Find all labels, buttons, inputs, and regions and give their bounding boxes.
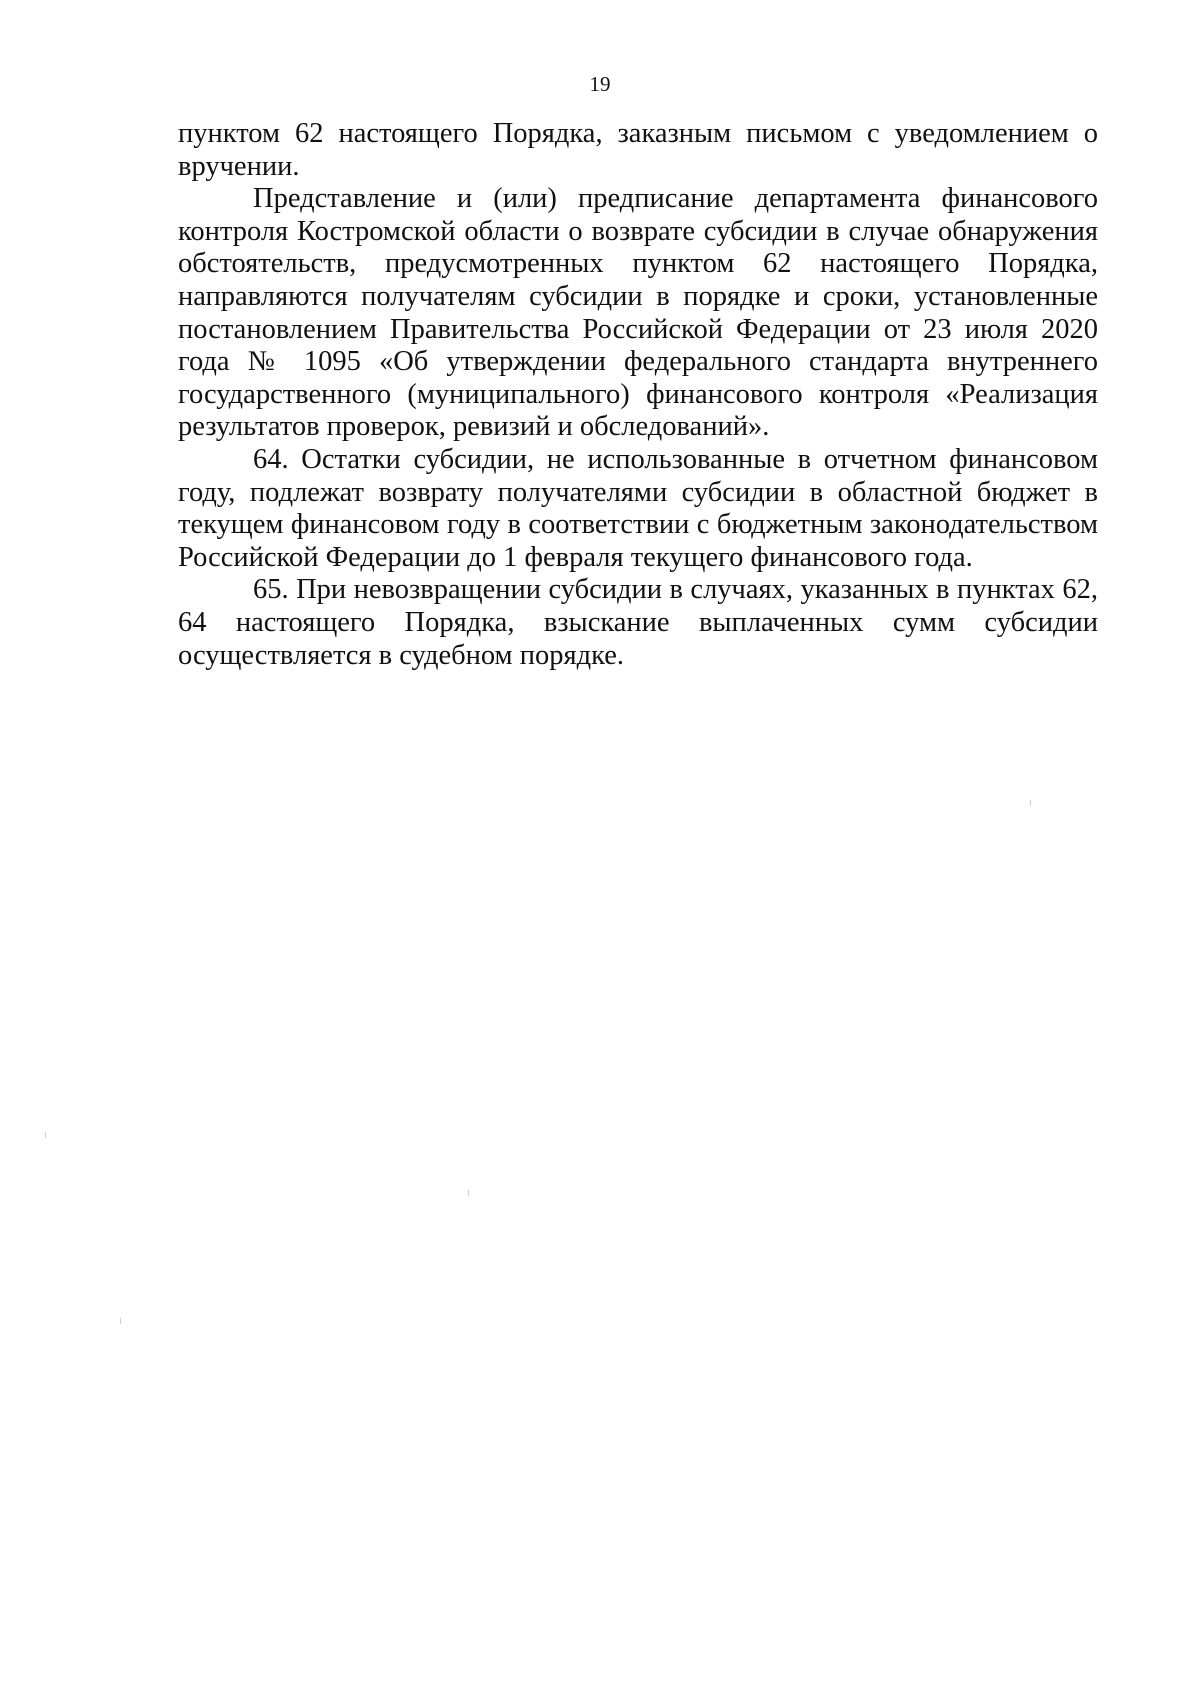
scan-speck [45, 1132, 46, 1138]
paragraph-continuation: пунктом 62 настоящего Порядка, заказным письмом с уведомлением о вручении. [178, 118, 1098, 182]
page-number: 19 [589, 72, 611, 96]
scan-speck [120, 1318, 121, 1324]
scan-speck [468, 1190, 469, 1196]
paragraph-representation: Представление и (или) предписание департамента финансового контроля Костромской области о возврате субсидии в случае обнаружения обстоятельств, предусмотренных пунктом 62 настоящего Порядка, направляются получателям субсидии в порядке и сроки, установленные постановлением Правительства Российской Федерации от 23 июля 2020 года № 1095 «Об утверждении федерального стандарта внутреннего государственного (муниципального) финансового контроля «Реализация результатов проверок, ревизий и обследований». [178, 183, 1098, 443]
paragraph-item-65: 65. При невозвращении субсидии в случаях, указанных в пунктах 62, 64 настоящего Порядка, взыскание выплаченных сумм субсидии осуществляется в судебном порядке. [178, 574, 1098, 671]
paragraph-item-64: 64. Остатки субсидии, не использованные в отчетном финансовом году, подлежат возврату получателями субсидии в областной бюджет в текущем финансовом году в соответствии с бюджетным законодательством Российской Федерации до 1 февраля текущего финансового года. [178, 443, 1098, 573]
document-body [178, 118, 1098, 672]
scan-speck [1030, 800, 1031, 806]
